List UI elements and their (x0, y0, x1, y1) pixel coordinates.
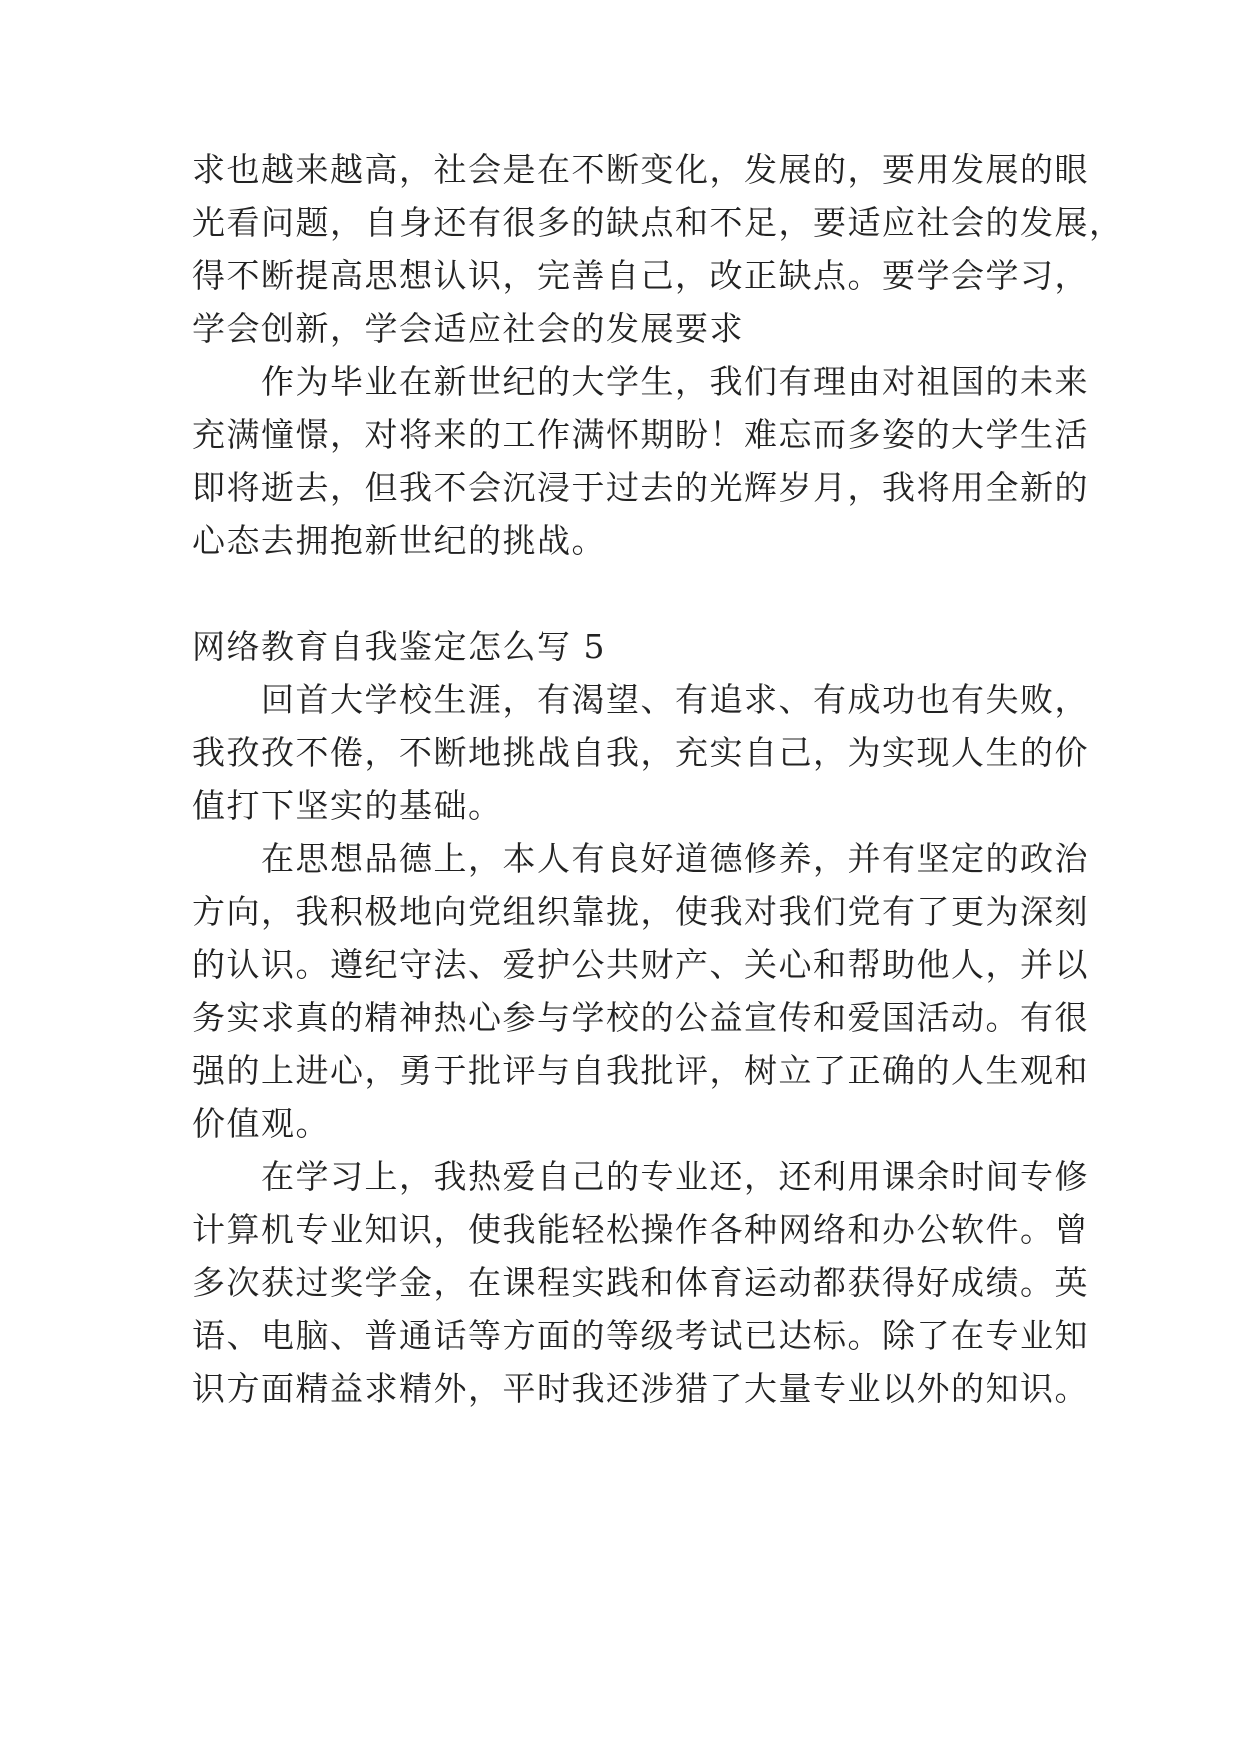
text-line: 识方面精益求精外，平时我还涉猎了大量专业以外的知识。 (192, 1369, 1089, 1408)
text-line: 多次获过奖学金，在课程实践和体育运动都获得好成绩。英 (192, 1263, 1089, 1302)
text-line: 回首大学校生涯，有渴望、有追求、有成功也有失败， (192, 680, 1089, 719)
text-line: 强的上进心，勇于批评与自我批评，树立了正确的人生观和 (192, 1051, 1089, 1090)
text-line: 学会创新，学会适应社会的发展要求 (192, 309, 744, 348)
text-line: 值打下坚实的基础。 (192, 786, 503, 825)
text-line: 在学习上，我热爱自己的专业还，还利用课余时间专修 (192, 1157, 1089, 1196)
text-line: 语、电脑、普通话等方面的等级考试已达标。除了在专业知 (192, 1316, 1089, 1355)
text-line: 我孜孜不倦，不断地挑战自我，充实自己，为实现人生的价 (192, 733, 1089, 772)
text-line: 光看问题，自身还有很多的缺点和不足，要适应社会的发展， (192, 203, 1124, 242)
text-line: 的认识。遵纪守法、爱护公共财产、关心和帮助他人，并以 (192, 945, 1089, 984)
text-line: 务实求真的精神热心参与学校的公益宣传和爱国活动。有很 (192, 998, 1089, 1037)
text-line: 心态去拥抱新世纪的挑战。 (192, 521, 606, 560)
text-line: 计算机专业知识，使我能轻松操作各种网络和办公软件。曾 (192, 1210, 1089, 1249)
text-line: 方向，我积极地向党组织靠拢，使我对我们党有了更为深刻 (192, 892, 1089, 931)
text-line: 价值观。 (192, 1104, 330, 1143)
text-line: 求也越来越高，社会是在不断变化，发展的，要用发展的眼 (192, 150, 1089, 189)
text-line: 即将逝去，但我不会沉浸于过去的光辉岁月，我将用全新的 (192, 468, 1089, 507)
text-line: 充满憧憬，对将来的工作满怀期盼！难忘而多姿的大学生活 (192, 415, 1089, 454)
text-line: 作为毕业在新世纪的大学生，我们有理由对祖国的未来 (192, 362, 1089, 401)
section-heading: 网络教育自我鉴定怎么写 5 (192, 627, 606, 666)
text-line: 得不断提高思想认识，完善自己，改正缺点。要学会学习， (192, 256, 1089, 295)
text-line: 在思想品德上，本人有良好道德修养，并有坚定的政治 (192, 839, 1089, 878)
